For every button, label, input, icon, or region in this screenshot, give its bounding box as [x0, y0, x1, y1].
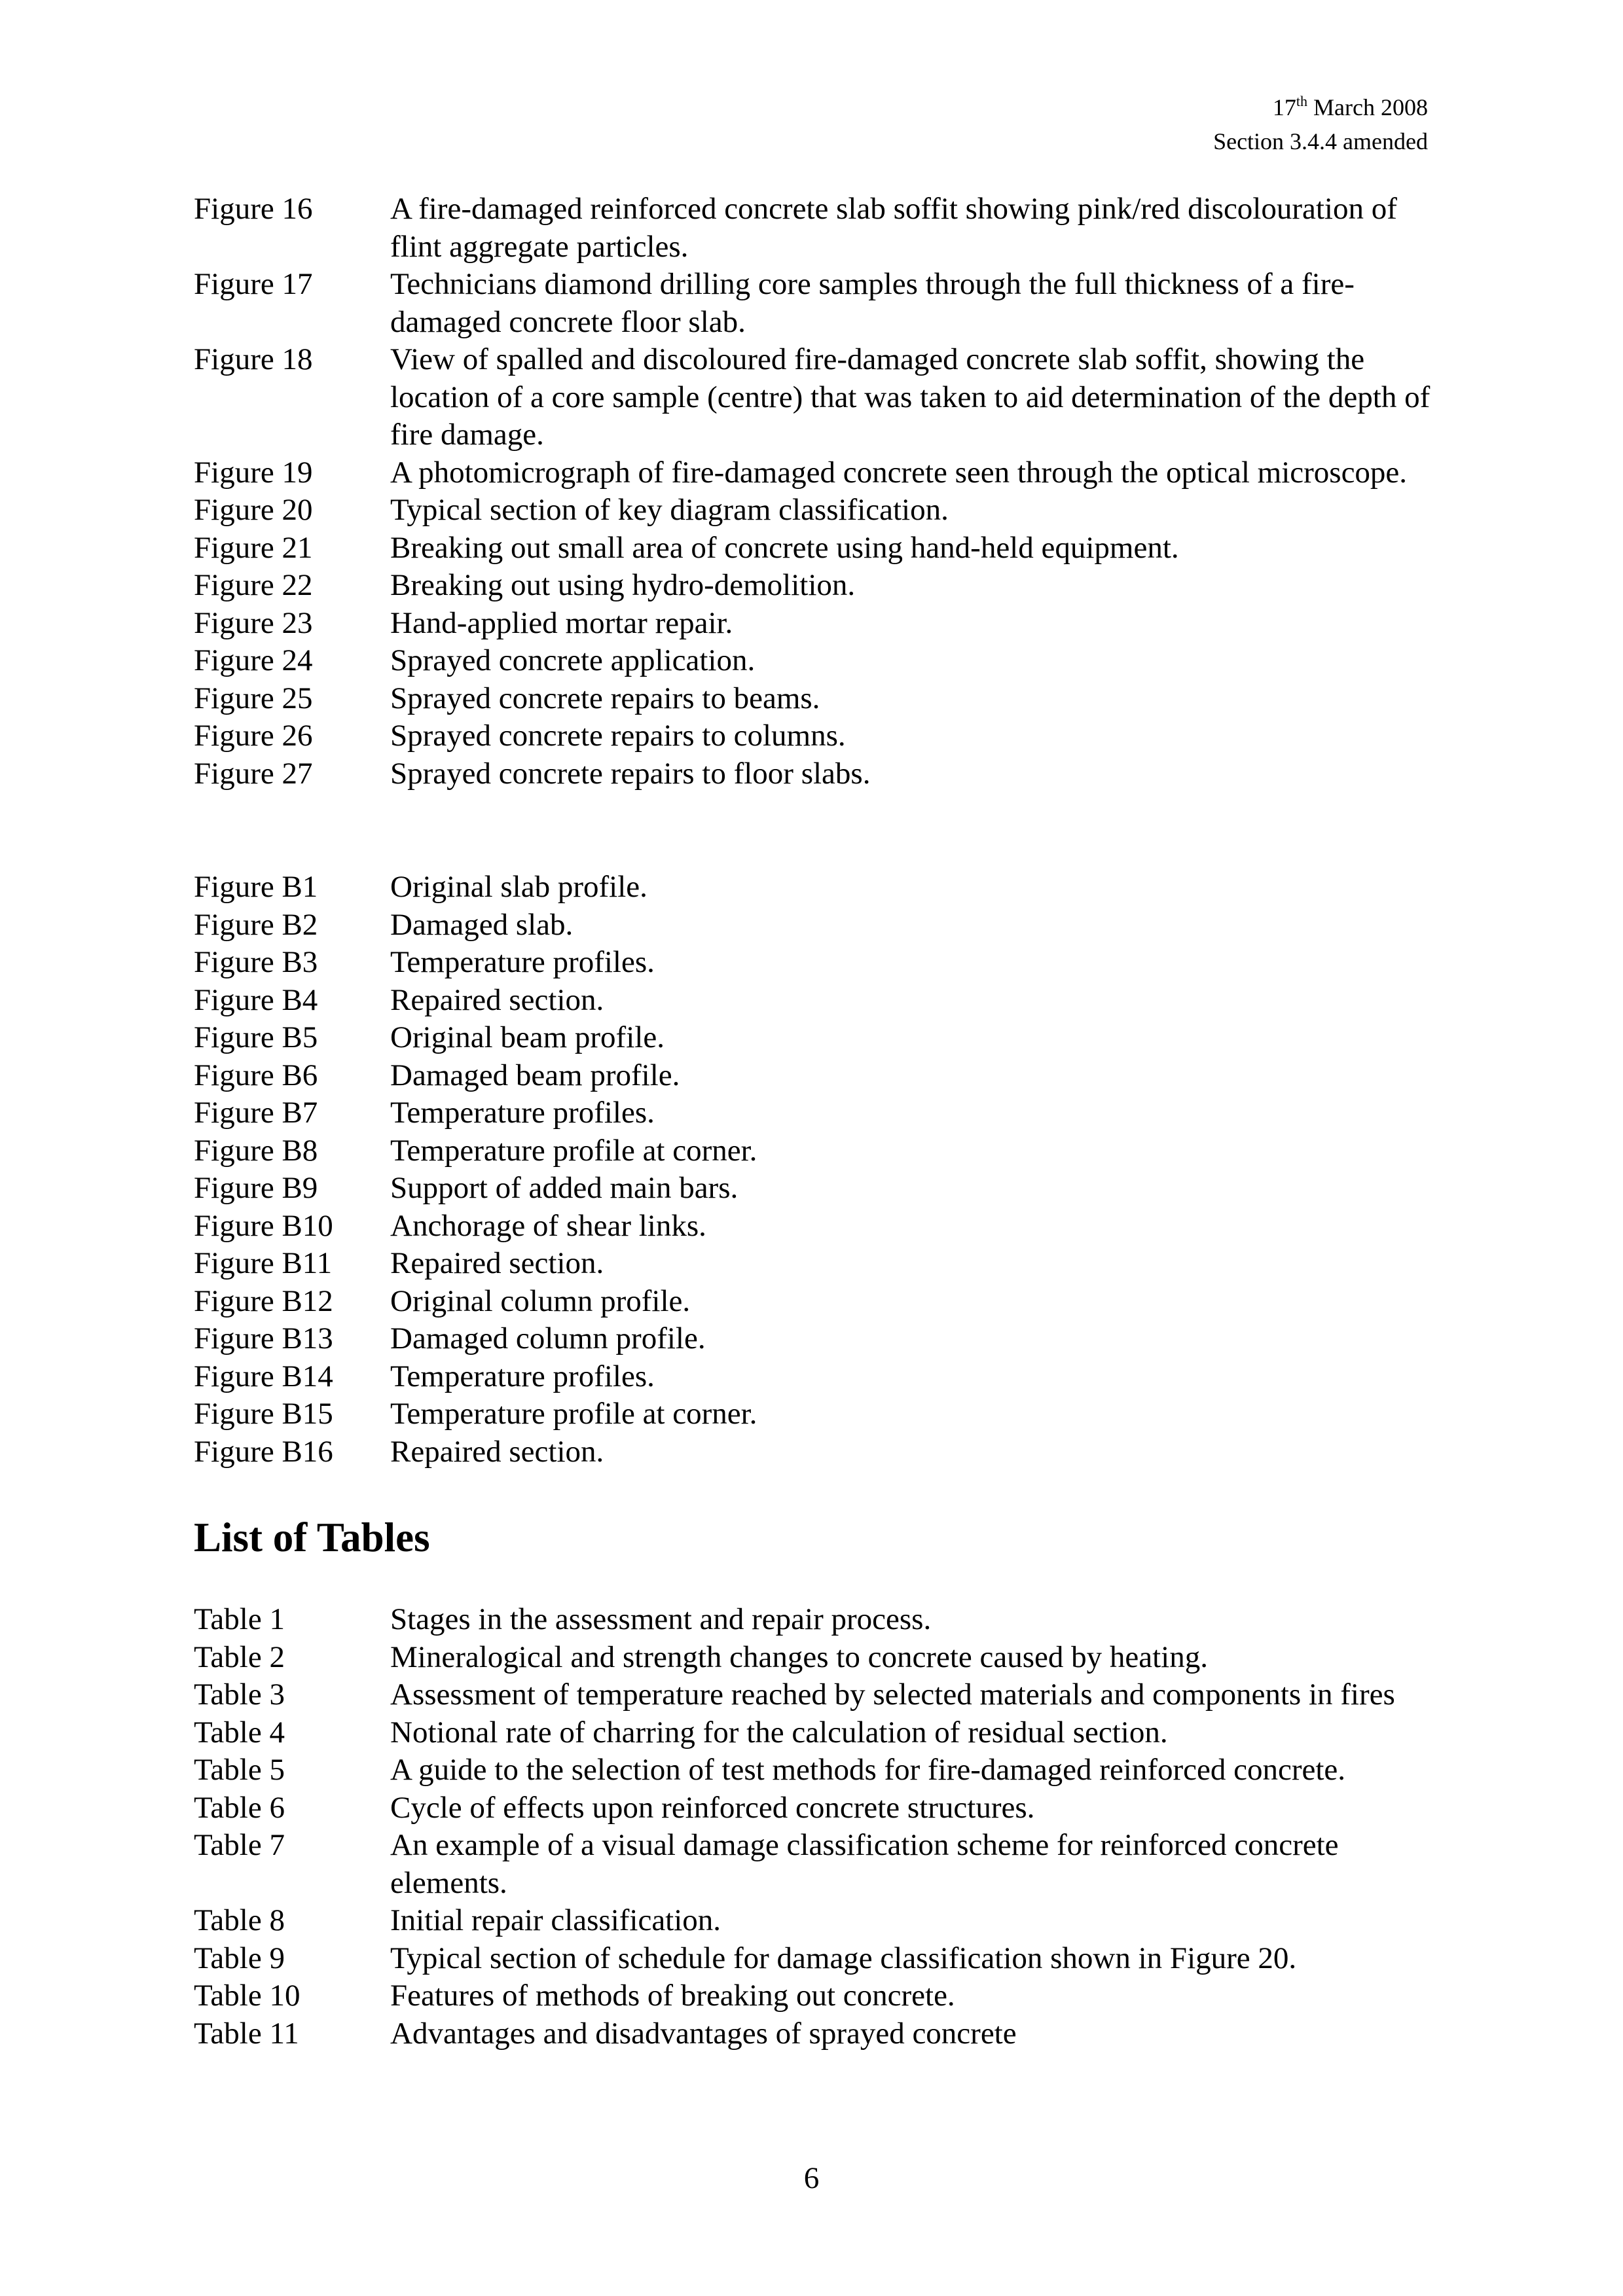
- table-label: Table 11: [194, 2016, 299, 2051]
- figure-label: Figure B10: [194, 1208, 333, 1243]
- page-header: [1213, 90, 1428, 158]
- figure-caption: Repaired section.: [390, 1246, 604, 1280]
- figure-caption: Temperature profiles.: [390, 945, 655, 979]
- figure-caption: Repaired section.: [390, 982, 604, 1017]
- list-item: [194, 1902, 1431, 1940]
- table-caption: Cycle of effects upon reinforced concrete structures.: [390, 1790, 1035, 1825]
- table-label: Table 5: [194, 1753, 285, 1787]
- figure-caption: Technicians diamond drilling core samples through the full thickness of a fire-damaged concrete floor slab.: [390, 267, 1355, 339]
- figure-caption: Temperature profile at corner.: [390, 1397, 757, 1431]
- figure-label: Figure B16: [194, 1434, 333, 1469]
- figure-caption: Original beam profile.: [390, 1020, 665, 1054]
- figure-caption: Original column profile.: [390, 1283, 691, 1318]
- list-item: [194, 1601, 1431, 1639]
- figure-label: Figure B14: [194, 1359, 333, 1393]
- list-item: [194, 1320, 1431, 1358]
- list-item: [194, 1676, 1431, 1714]
- list-item: [194, 1940, 1431, 1978]
- list-item: [194, 1245, 1431, 1283]
- list-item: [194, 1283, 1431, 1321]
- figure-label: Figure B3: [194, 945, 318, 979]
- figure-label: Figure 27: [194, 756, 313, 791]
- figure-label: Figure 21: [194, 530, 313, 565]
- figure-caption: Damaged beam profile.: [390, 1058, 680, 1092]
- table-label: Table 7: [194, 1828, 285, 1862]
- table-caption: Features of methods of breaking out concrete.: [390, 1979, 955, 2013]
- table-label: Table 10: [194, 1979, 301, 2013]
- figure-label: Figure B2: [194, 907, 318, 942]
- list-item: [194, 605, 1431, 643]
- figure-label: Figure B6: [194, 1058, 318, 1092]
- list-item: [194, 642, 1431, 680]
- date-rest: March 2008: [1307, 94, 1428, 120]
- figure-caption: Temperature profile at corner.: [390, 1133, 757, 1168]
- figure-label: Figure B15: [194, 1397, 333, 1431]
- figure-caption: Temperature profiles.: [390, 1096, 655, 1130]
- list-item: [194, 680, 1431, 718]
- figure-caption: Support of added main bars.: [390, 1171, 739, 1205]
- list-item: [194, 717, 1431, 755]
- table-label: Table 3: [194, 1677, 285, 1712]
- figure-caption: View of spalled and discoloured fire-damaged concrete slab soffit, showing the location of a core sample (centre) that was taken to aid determination of the depth of fire damage.: [390, 342, 1431, 452]
- figure-caption: Sprayed concrete repairs to columns.: [390, 719, 846, 753]
- figure-label: Figure 23: [194, 605, 313, 640]
- list-item: [194, 1714, 1431, 1752]
- list-item: [194, 1977, 1431, 2015]
- figure-label: Figure 26: [194, 719, 313, 753]
- list-item: [194, 944, 1431, 982]
- table-label: Table 6: [194, 1790, 285, 1825]
- list-item: [194, 1094, 1431, 1132]
- table-label: Table 4: [194, 1715, 285, 1749]
- figure-label: Figure B7: [194, 1096, 318, 1130]
- table-label: Table 2: [194, 1640, 285, 1674]
- table-label: Table 9: [194, 1941, 285, 1975]
- figure-caption: Breaking out using hydro-demolition.: [390, 568, 856, 602]
- list-item: [194, 1827, 1431, 1902]
- list-item: [194, 454, 1431, 492]
- list-item: [194, 1019, 1431, 1057]
- header-date: [1213, 90, 1428, 124]
- list-item: [194, 982, 1431, 1020]
- figure-caption: A photomicrograph of fire-damaged concrete seen through the optical microscope.: [390, 455, 1408, 490]
- figure-caption: Sprayed concrete repairs to beams.: [390, 681, 820, 715]
- list-of-figures: [194, 190, 1431, 793]
- list-item: [194, 567, 1431, 605]
- list-of-tables: [194, 1601, 1431, 2053]
- figure-caption: Breaking out small area of concrete using hand-held equipment.: [390, 530, 1179, 565]
- list-item: [194, 341, 1431, 454]
- list-item: [194, 906, 1431, 944]
- figure-caption: Repaired section.: [390, 1434, 604, 1469]
- figure-caption: Damaged slab.: [390, 907, 574, 942]
- table-caption: An example of a visual damage classification scheme for reinforced concrete elements.: [390, 1828, 1339, 1900]
- figure-label: Figure B12: [194, 1283, 333, 1318]
- list-item: [194, 1395, 1431, 1433]
- figure-label: Figure B9: [194, 1171, 318, 1205]
- table-caption: Initial repair classification.: [390, 1903, 721, 1937]
- figure-label: Figure 20: [194, 493, 313, 527]
- figure-caption: A fire-damaged reinforced concrete slab soffit showing pink/red discolouration of flint aggregate particles.: [390, 192, 1397, 264]
- figure-label: Figure 25: [194, 681, 313, 715]
- list-item: [194, 1433, 1431, 1471]
- figure-caption: Typical section of key diagram classification.: [390, 493, 949, 527]
- list-item: [194, 1789, 1431, 1827]
- figure-label: Figure 19: [194, 455, 313, 490]
- table-caption: Typical section of schedule for damage classification shown in Figure 20.: [390, 1941, 1297, 1975]
- figure-label: Figure 24: [194, 643, 313, 677]
- figure-label: Figure 18: [194, 342, 313, 376]
- list-item: [194, 266, 1431, 341]
- figure-caption: Hand-applied mortar repair.: [390, 605, 733, 640]
- figure-label: Figure B8: [194, 1133, 318, 1168]
- figure-caption: Temperature profiles.: [390, 1359, 655, 1393]
- list-of-tables-heading: List of Tables: [194, 1515, 430, 1560]
- list-item: [194, 1132, 1431, 1170]
- figure-caption: Sprayed concrete application.: [390, 643, 756, 677]
- figure-label: Figure B5: [194, 1020, 318, 1054]
- table-caption: Advantages and disadvantages of sprayed concrete: [390, 2016, 1017, 2051]
- date-day: 17: [1272, 94, 1296, 120]
- table-caption: Notional rate of charring for the calculation of residual section.: [390, 1715, 1168, 1749]
- figure-caption: Sprayed concrete repairs to floor slabs.: [390, 756, 871, 791]
- list-item: [194, 1639, 1431, 1677]
- list-of-appendix-b-figures: [194, 869, 1431, 1471]
- figure-label: Figure 17: [194, 267, 313, 301]
- list-item: [194, 1208, 1431, 1246]
- figure-caption: Original slab profile.: [390, 870, 647, 904]
- table-caption: Assessment of temperature reached by selected materials and components in fires: [390, 1677, 1395, 1712]
- list-item: [194, 2015, 1431, 2053]
- figure-caption: Anchorage of shear links.: [390, 1208, 706, 1243]
- list-item: [194, 1358, 1431, 1396]
- figure-label: Figure B13: [194, 1321, 333, 1355]
- date-suffix: th: [1296, 93, 1308, 109]
- page-number: 6: [803, 2161, 820, 2195]
- table-label: Table 8: [194, 1903, 285, 1937]
- table-caption: Stages in the assessment and repair process.: [390, 1602, 932, 1636]
- figure-label: Figure 16: [194, 192, 313, 226]
- table-caption: Mineralogical and strength changes to concrete caused by heating.: [390, 1640, 1208, 1674]
- figure-label: Figure B1: [194, 870, 318, 904]
- list-item: [194, 1057, 1431, 1095]
- list-item: [194, 869, 1431, 906]
- header-section-note: Section 3.4.4 amended: [1213, 128, 1428, 154]
- list-item: [194, 529, 1431, 567]
- figure-caption: Damaged column profile.: [390, 1321, 706, 1355]
- list-item: [194, 190, 1431, 266]
- figure-label: Figure B11: [194, 1246, 333, 1280]
- figure-label: Figure 22: [194, 568, 313, 602]
- list-item: [194, 1751, 1431, 1789]
- figure-label: Figure B4: [194, 982, 318, 1017]
- table-label: Table 1: [194, 1602, 285, 1636]
- list-item: [194, 492, 1431, 529]
- list-item: [194, 1170, 1431, 1208]
- list-item: [194, 755, 1431, 793]
- table-caption: A guide to the selection of test methods for fire-damaged reinforced concrete.: [390, 1753, 1346, 1787]
